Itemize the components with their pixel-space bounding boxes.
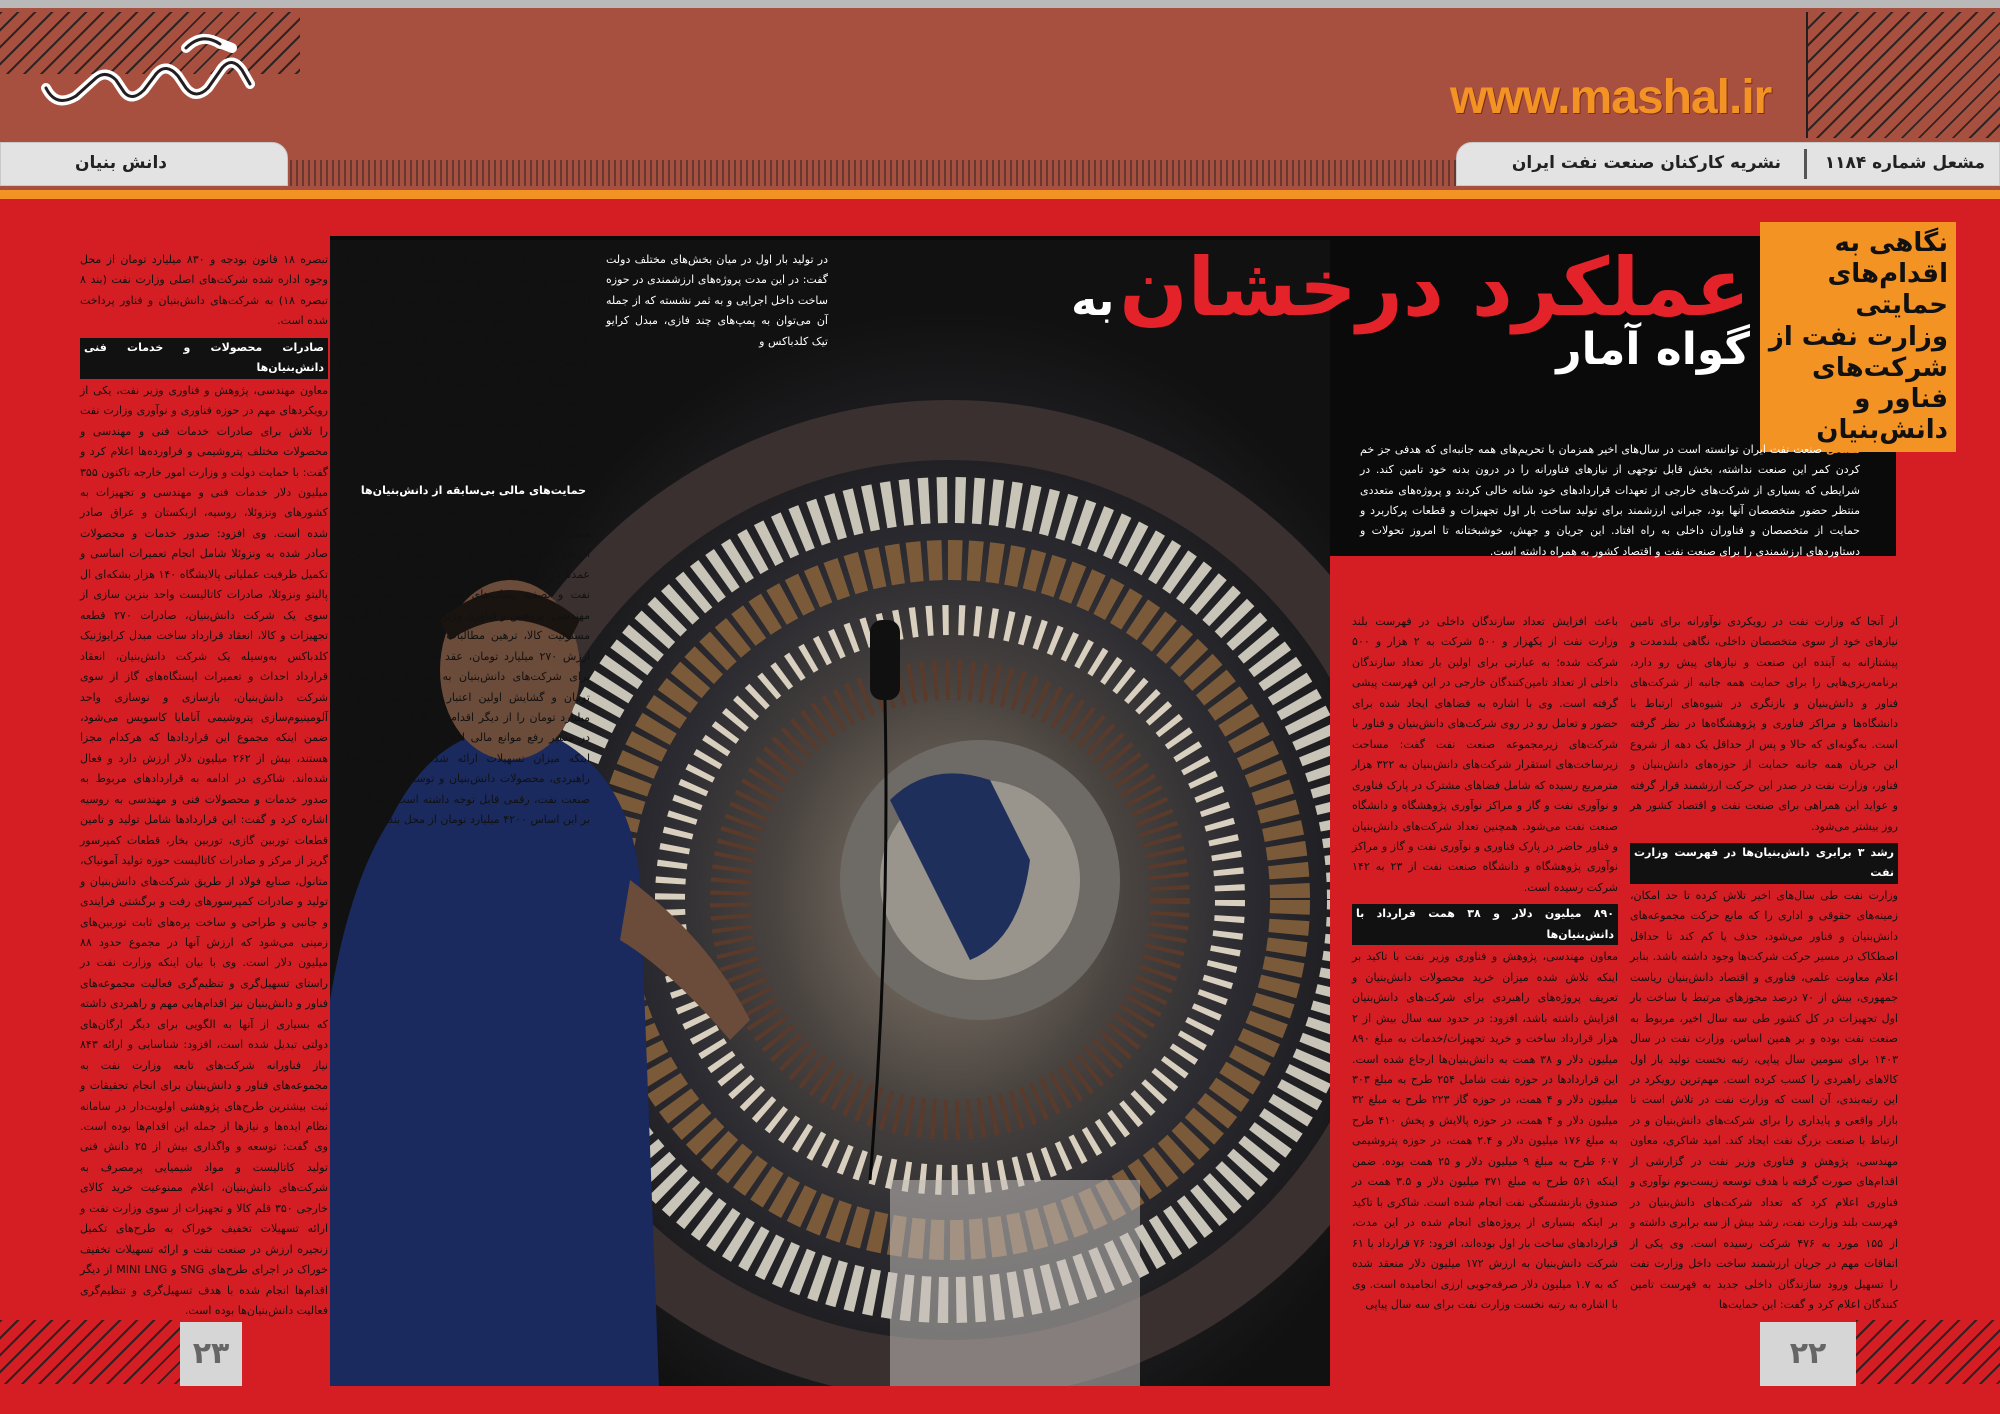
column-left-2-text2: وی در ادامه افزود: وزارت نفت در بخش‌های مختلف، مسیر سرمایه‌گذاری خطرپذیر را در هفت طرح به ارزش ۲۵۰ میلیارد تومان باز گذاشته و این طرح‌ها عمدتا در حوزه کاربرد هوش مصنوعی در ایمنی صنعت نفت و تصفیه پساب‌های صنعتی بوده است. معاون مهندسی، پژوهش و فناوری وزیر نفت عقد قرارداد بیمه مسئولیت کالا، ترهین مطالبات قرارداد ۲۴ شرکت به ارزش ۲۷۰ میلیارد تومان، عقد قرارداد اعتبار اسنادی برای شرکت‌های دانش‌بنیان به مبلغ ۵ هزار میلیارد تومان و گشایش اولین اعتبار اسنادی به ارزش ۲۴ میلیارد تومان را از دیگر اقدام‌های اثرگذار وزارت نفت در مسیر رفع موانع مالی اعلام کرد. شاکری با اعلام اینکه میزان تسهیلات ارائه شده برای تولید اقلام راهبردی، محصولات دانش‌بنیان و توسعه زنجیره ارزش صنعت نفت، رقمی قابل توجه داشته است، اظهار کرد: بر این اساس ۴۲۰۰ میلیارد تومان از محل بند(الف) [338,506,591,827]
headline-main: عملکرد درخشان [1119,241,1750,334]
headline-tail: به گواه آمار [1071,275,1750,375]
column-left-2-text: توربواکسپندر ۳.۵ مگاواتی اشاره کرد. معاون مهندسی، پژوهش و فناوری وزیر نفت همچنین به برخی از اقدام‌های وزارت نفت در حوزه تامین مالی و رفع چالش‌های شرکت‌های دانش‌بنیان اشاره کرد و گفت: افزایش سرمایه صندوق پژوهش و فناوری صنعت نفت به میزان ۷۵۰ میلیارد تومان، ارائه بیش از ۱۰ هزار و ۳۵۰ میلیارد تومان ضمانت‌نامه قراردادی به ۱۴۰ شرکت، ارائه ۸۳۰ میلیارد تومان تسهیلات دریافتی به ۳۶ شرکت و عقد ۲ قرارداد خرید تضمینی به ارزش بالغ بر ۳.۳ میلیون یورو برای تولید مته‌های PDC و پمپ‌های ESP از جمله این اتفاقات خوب بوده است. [338,253,591,471]
article-headline [990,241,1750,378]
mashal-logo[interactable] [36,18,266,120]
column-right-1 [1630,612,1898,1315]
right-issue-bar [1456,142,2000,186]
article-lead [1360,440,1860,562]
left-section-bar [0,142,288,186]
subhead-finance: حمایت‌های مالی بی‌سابقه از دانش‌بنیان‌ها [357,481,590,501]
column-left-3-text2: معاون مهندسی، پژوهش و فناوری وزیر نفت، یکی از رویکردهای مهم در حوزه فناوری و نوآوری وزارت نفت را تلاش برای صادرات خدمات فنی و مهندسی و محصولات مختلف پتروشیمی و فراورده‌ها اعلام کرد و گفت: با حمایت دولت و وزارت امور خارجه تاکنون ۳۵۵ میلیون دلار خدمات فنی و مهندسی و تجهیزات به کشورهای ونزوئلا، روسیه، ازبکستان و عراق صادر شده است. وی افزود: صدور خدمات و محصولات صادر شده به ونزوئلا شامل انجام تعمیرات اساسی و تکمیل ظرفیت عملیاتی پالایشگاه ۱۴۰ هزار بشکه‌ای ال پالیتو ونزوئلا، صادرات کاتالیست واحد بنزین سازی از سوی یک شرکت دانش‌بنیان، صادرات ۲۷۰ قطعه تجهیزات و کالا، انعقاد قرارداد ساخت مبدل کرایوژنیک کلدباکس به‌وسیله یک شرکت دانش‌بنیان، انعقاد قرارداد احداث و تعمیرات ایستگاه‌های گاز از سوی شرکت دانش‌بنیان، بازسازی و نوسازی واحد آلومینیوم‌سازی پتروشیمی آنامایا کاسویس می‌شود، ضمن اینکه مجموع این قراردادها که هرکدام مجزا هستند، بیش از ۲۶۲ میلیون دلار ارزش دارد و فعال شده‌اند. شاکری در ادامه به قراردادهای مربوط به صدور خدمات و محصولات فنی و مهندسی به روسیه اشاره کرد و گفت: این قراردادها شامل تولید و تامین قطعات توربین گازی، توربین بخار، قطعات کمپرسور گریز از مرکز و صادرات کاتالیست حوزه تولید آمونیاک، متانول، صنایع فولاد از طریق شرکت‌های دانش‌بنیان و تولید و صادرات کمپرسورهای رفت و برگشتی فرایندی و جانبی و طراحی و ساخت پره‌های ثابت توربین‌های زمینی می‌شود که ارزش آنها در مجموع حدود ۸۸ میلیون دلار است. وی با بیان اینکه وزارت نفت در راستای تسهیل‌گری و تنظیم‌گری فعالیت مجموعه‌های فناور و دانش‌بنیان نیز اقدام‌هایی مهم و راهبردی داشته که بسیاری از آنها به الگویی برای دیگر ارگان‌های دولتی تبدیل شده است، افزود: شناسایی و ارائه ۸۴۳ نیاز فناورانه شرکت‌های تابعه وزارت نفت به مجموعه‌های فناور و دانش‌بنیان برای انجام تحقیقات و ثبت بیشترین طرح‌های پژوهشی اولویت‌دار در سامانه نظام ایده‌ها و نیازها از جمله این اقدام‌ها بوده است. وی گفت: توسعه و واگذاری بیش از ۲۵ دانش فنی تولید کاتالیست و مواد شیمیایی پرمصرف به شرکت‌های دانش‌بنیان، اعلام ممنوعیت خرید کالای خارجی ۳۵۰ قلم کالا و تجهیزات از سوی وزارت نفت و ارائه تسهیلات تخفیف خوراک به طرح‌های تکمیل زنجیره ارزش در صنعت نفت و ارائه تسهیلات تخفیف خوراک در اجرای طرح‌های SNG و MINI LNG از دیگر اقدام‌ها انجام شده با هدف تسهیل‌گری و تنظیم‌گری فعالیت دانش‌بنیان‌ها بوده است. [80,383,329,1318]
mashal-logo-icon [36,18,266,120]
publication-name: نشریه کارکنان صنعت نفت ایران [1511,153,1781,173]
masthead-hatch-right [1806,12,2000,138]
subhead-contracts: ۸۹۰ میلیون دلار و ۳۸ همت قرارداد با دانش‌بنیان‌ها [1352,904,1618,945]
column-right-2-text: باعث افزایش تعداد سازندگان داخلی در فهرست بلند وزارت نفت از یکهزار و ۵۰۰ شرکت به ۲ هزار و ۵۰۰ شرکت شده؛ به عبارتی برای اولین بار تعداد سازندگان داخلی از تعداد تامین‌کنندگان خارجی در این فهرست پیشی گرفته است. وی با اشاره به فضاهای ایجاد شده برای حضور و تعامل رو در روی شرکت‌های دانش‌بنیان و فناور با شرکت‌های زیرمجموعه صنعت نفت گفت: مساحت زیرساخت‌های استقرار شرکت‌های دانش‌بنیان به ۳۲۲ هزار مترمربع رسیده که شامل فضاهای مشترک در پارک فناوری و نوآوری نفت و گاز و مراکز نوآوری پژوهشگاه و دانشگاه صنعت نفت می‌شود. همچنین تعداد شرکت‌های دانش‌بنیان و فناور حاضر در پارک فناوری و نوآوری نفت و گاز و مراکز نوآوری پژوهشگاه و دانشگاه صنعت نفت از ۲۳ به ۱۴۲ شرکت رسیده است. [1352,615,1619,894]
column-left-3-text: تبصره ۱۸ قانون بودجه و ۸۳۰ میلیارد تومان از محل وجوه اداره شده شرکت‌های اصلی وزارت نفت (بند ۸ تبصره ۱۸) به شرکت‌های دانش‌بنیان و فناور پرداخت شده است. [80,253,329,328]
masthead-rule-right [1806,12,1808,138]
orange-divider [0,190,2000,199]
column-right-1-text: از آنجا که وزارت نفت در رویکردی نوآورانه برای تامین نیازهای خود از سوی متخصصان داخلی، نگاهی بلندمدت و پیشتازانه به آینده این صنعت و نیازهای پیش رو دارد، برنامه‌ریزی‌هایی را برای حمایت همه جانبه از شرکت‌های فناور و دانش‌بنیان و بازنگری در شیوه‌های ارتباط با دانشگاه‌ها و مراکز فناوری و پژوهشگاه‌ها در نظر گرفته است. به‌گونه‌ای که حالا و پس از حداقل یک دهه از شروع این جریان همه جانبه حمایت از حوزه‌های دانش‌بنیان و فناور، وزارت نفت در صدر این حرکت ارزشمند قرار گرفته و عواید این همراهی برای صنعت نفت و اقتصاد کشور هر روز بیشتر می‌شود. [1630,615,1898,833]
top-grey-strip [0,0,2000,8]
site-url[interactable]: www.mashal.ir [1450,71,1772,124]
bottom-red-strip [0,1386,2000,1414]
column-right-2-text2: معاون مهندسی، پژوهش و فناوری وزیر نفت با تاکید بر اینکه تلاش شده میزان خرید محصولات دانش‌بنیان و تعریف پروژه‌های راهبردی برای شرکت‌های دانش‌بنیان افزایش داشته باشد، افزود: در حدود سه سال بیش از ۲ هزار قرارداد ساخت و خرید تجهیزات/خدمات به مبلغ ۸۹۰ میلیون دلار و ۳۸ همت به دانش‌بنیان‌ها ارجاع شده است. این قراردادها در حوزه نفت شامل ۲۵۴ طرح به مبلغ ۳۰۳ میلیون دلار و ۴ همت، در حوزه گاز ۲۲۳ طرح به مبلغ ۳۲ میلیون دلار و ۴ همت، در حوزه پالایش و پخش ۴۱۰ طرح به مبلغ ۱۷۶ میلیون دلار و ۲.۴ همت، در حوزه پتروشیمی ۶۰۷ طرح به مبلغ ۹ میلیون دلار و ۲۵ همت بوده. ضمن اینکه ۵۶۱ طرح به مبلغ ۳۷۱ میلیون دلار و ۳.۵ همت در صندوق بازنشستگی نفت انجام شده است. شاکری با تاکید بر اینکه بسیاری از پروژه‌های انجام شده در این مدت، قراردادهای ساخت بار اول بوده‌اند، افزود: ۷۶ قرارداد با ۶۱ شرکت دانش‌بنیان به ارزش ۱۷۲ میلیون دلار منعقد شده که به ۱.۷ میلیون دلار صرفه‌جویی ارزی انجامیده است. وی با اشاره به رتبه نخست وزارت نفت برای سه سال پیاپی [1352,950,1619,1311]
column-right-1-text2: وزارت نفت طی سال‌های اخیر تلاش کرده تا حد امکان، زمینه‌های حقوقی و اداری را که مانع حرکت مجموعه‌های دانش‌بنیان و فناور می‌شود، حذف یا کم کند تا حداقل اصطکاک در مسیر حرکت شرکت‌ها وجود داشته باشد. بنابر اعلام معاونت علمی، فناوری و اقتصاد دانش‌بنیان ریاست جمهوری، بیش از ۷۰ درصد مجوزهای مرتبط با ساخت بار اول تجهیزات در کل کشور طی سه سال اخیر، مربوط به صنعت نفت بوده و بر همین اساس، وزارت نفت در سال ۱۴۰۳ برای سومین سال پیاپی، رتبه نخست تولید بار اول کالاهای راهبردی را کسب کرده است. مهم‌ترین رویکرد در این رتبه‌بندی، آن است که وزارت نفت در تلاش است تا بازار واقعی و پایداری را برای شرکت‌های دانش‌بنیان و در ارتباط با صنعت بزرگ نفت ایجاد کند. امید شاکری، معاون مهندسی، پژوهش و فناوری وزیر نفت در گزارشی از اقدام‌های صورت گرفته با هدف توسعه زیست‌بوم نوآوری و فناوری اعلام کرد که تعداد شرکت‌های دانش‌بنیان در فهرست بلند وزارت نفت، رشد بیش از سه برابری داشته و از ۱۵۵ مورد به ۴۷۶ شرکت رسیده است. وی یکی از اتفاقات مهم در جریان ارزشمند ساخت داخل وزارت نفت را تسهیل ورود سازندگان داخلی جدید به فهرست تامین کنندگان اعلام کرد و گفت: این حمایت‌ها [1630,888,1898,1311]
column-right-2 [1352,612,1618,1315]
issue-number: مشعل شماره ۱۱۸۴ [1824,153,1985,173]
footer-hatch-left [0,1320,180,1384]
article-kicker: نگاهی به اقدام‌های حمایتی وزارت نفت از شرکت‌های فناور و دانش‌بنیان [1760,222,1956,452]
page-number-left: ۲۳ [180,1322,242,1386]
subhead-growth: رشد ۳ برابری دانش‌بنیان‌ها در فهرست وزارت نفت [1630,843,1898,884]
column-left-1 [606,250,828,352]
subhead-exports: صادرات محصولات و خدمات فنی دانش‌بنیان‌ها [80,338,328,379]
footer-hatch-right [1856,1320,2000,1384]
column-left-1-text: در تولید بار اول در میان بخش‌های مختلف دولت گفت: در این مدت پروژه‌های ارزشمندی در حوزه ساخت داخل اجرایی و به ثمر نشسته که از جمله آن می‌توان به پمپ‌های چند فازی، مبدل کرایو تیک کلدباکس و [606,253,828,348]
column-left-3 [80,250,328,1322]
left-section-label: دانش بنیان [74,153,167,173]
lead-brand: مشعل [1825,443,1860,456]
lead-text: صنعت نفت ایران توانسته است در سال‌های اخیر همزمان با تحریم‌های همه جانبه‌ای که هدفی جز خم کردن کمر این صنعت نداشته، بخش قابل توجهی از نیازهای فناورانه را در درون بدنه خود تامین کند. در شرایطی که بسیاری از شرکت‌های خارجی از تعهدات قراردادهای خود شانه خالی کردند و پروژه‌های متعددی منتظر حضور متخصصان آنها بود، جبرانی ارزشمند برای تولید ساخت بار اول تجهیزات و قطعات پرکاربرد و حمایت از متخصصان و فناوران داخلی به راه افتاد. این جریان و جهش، خوشبختانه تا امروز تحولات و دستاوردهای ارزشمندی را برای صنعت نفت و اقتصاد کشور به همراه داشته است. [1360,443,1860,558]
column-left-2 [338,250,590,831]
issue-separator [1804,149,1807,179]
header-hatch-left [290,160,1456,186]
page-number-right: ۲۲ [1760,1322,1856,1386]
